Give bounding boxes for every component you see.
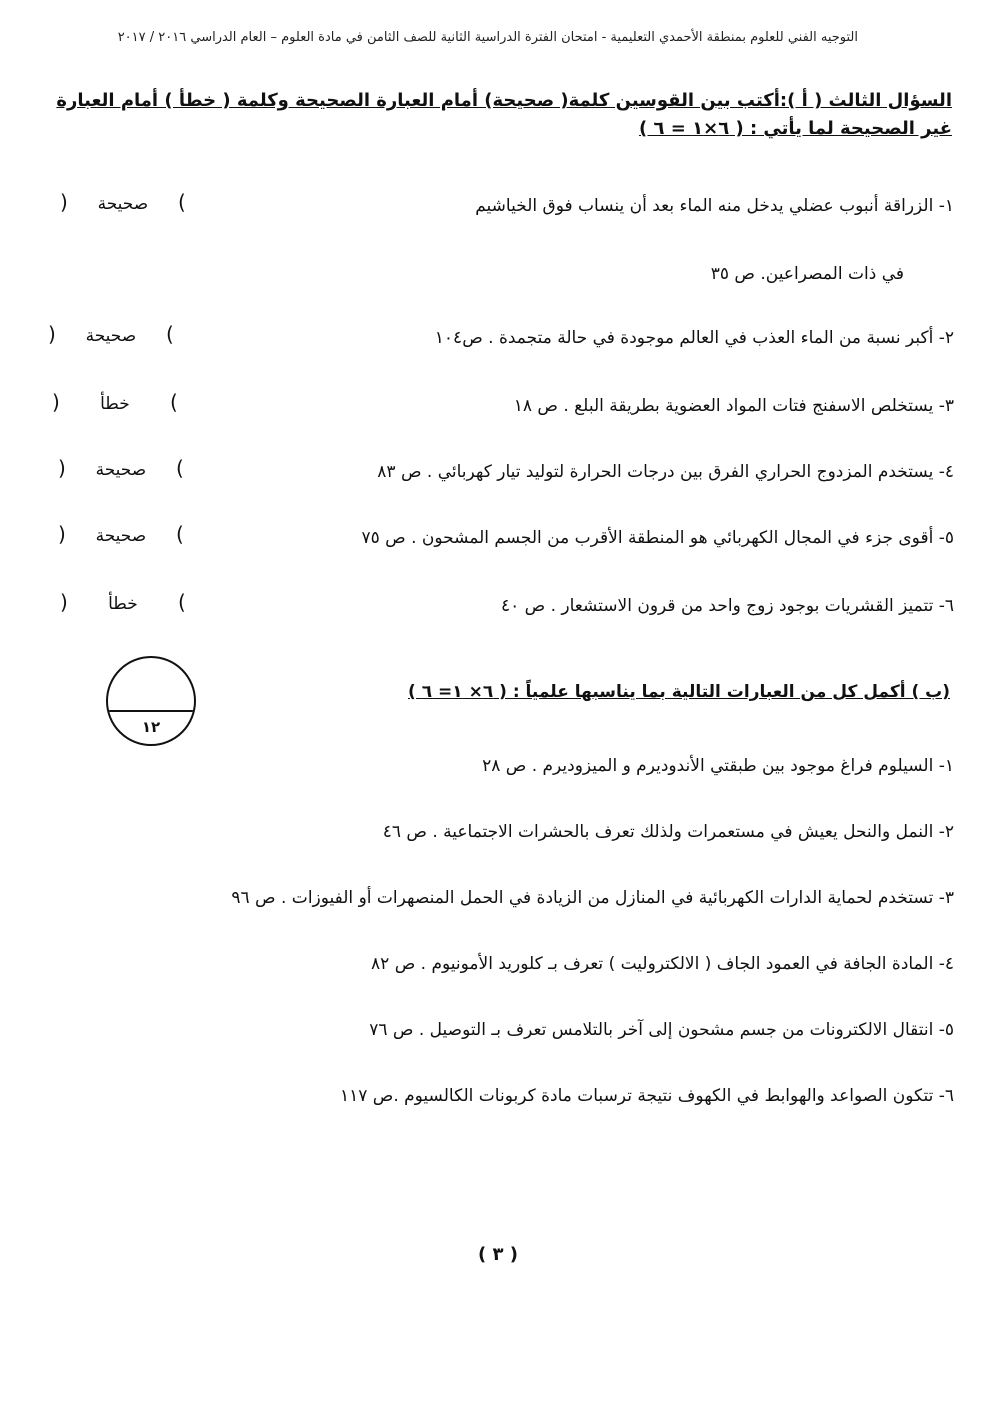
statement-3: ٣- يستخلص الاسفنج فتات المواد العضوية بطريقة البلع . ص ١٨ [513, 396, 954, 416]
answer-box-3: ) خطأ ( [52, 390, 178, 414]
statement-6: ٦- تتميز القشريات بوجود زوج واحد من قرون الاستشعار . ص ٤٠ [500, 596, 954, 616]
answer-1: صحيحة [97, 194, 149, 214]
answer-box-2: ) صحيحة ( [48, 322, 174, 346]
completion-3: ٣- تستخدم لحماية الدارات الكهربائية في المنازل من الزيادة في الحمل المنصهرات أو الفيوزات . ص ٩٦ [231, 888, 954, 908]
completion-6: ٦- تتكون الصواعد والهوابط في الكهوف نتيجة ترسبات مادة كربونات الكالسيوم .ص ١١٧ [339, 1086, 954, 1106]
completion-5: ٥- انتقال الالكترونات من جسم مشحون إلى آخر بالتلامس تعرف بـ التوصيل . ص ٧٦ [369, 1020, 954, 1040]
answer-6: خطأ [108, 594, 138, 614]
completion-4: ٤- المادة الجافة في العمود الجاف ( الالكتروليت ) تعرف بـ كلوريد الأمونيوم . ص ٨٢ [371, 954, 954, 974]
completion-2: ٢- النمل والنحل يعيش في مستعمرات ولذلك تعرف بالحشرات الاجتماعية . ص ٤٦ [382, 822, 954, 842]
statement-5: ٥- أقوى جزء في المجال الكهربائي هو المنطقة الأقرب من الجسم المشحون . ص ٧٥ [361, 528, 954, 548]
statement-2: ٢- أكبر نسبة من الماء العذب في العالم موجودة في حالة متجمدة . ص١٠٤ [434, 328, 954, 348]
answer-box-4: ) صحيحة ( [58, 456, 184, 480]
page-number: ( ٣ ) [478, 1244, 518, 1265]
answer-3: خطأ [100, 394, 130, 414]
completion-1: ١- السيلوم فراغ موجود بين طبقتي الأندوديرم و الميزوديرم . ص ٢٨ [482, 756, 954, 776]
part-b-title: (ب ) أكمل كل من العبارات التالية بما يناسبها علمياً : ( ٦× ١= ٦ ) [408, 682, 950, 702]
score-circle [106, 656, 196, 746]
statement-4: ٤- يستخدم المزدوج الحراري الفرق بين درجات الحرارة لتوليد تيار كهربائي . ص ٨٣ [377, 462, 954, 482]
answer-box-1: ) صحيحة ( [60, 190, 186, 214]
question-title-line-2: غير الصحيحة لما يأتي : ( ٦×١ = ٦ ) [638, 118, 952, 139]
answer-box-6: ) خطأ ( [60, 590, 186, 614]
question-title-line-1: السؤال الثالث ( أ ):أكتب بين القوسين كلمة( صحيحة) أمام العبارة الصحيحة وكلمة ( خطأ ) أمام العبارة [56, 90, 952, 111]
score-value: ١٢ [141, 718, 161, 736]
answer-5: صحيحة [95, 526, 147, 546]
score-divider [108, 710, 194, 712]
answer-4: صحيحة [95, 460, 147, 480]
statement-1: ١- الزراقة أنبوب عضلي يدخل منه الماء بعد أن ينساب فوق الخياشيم [475, 196, 954, 216]
statement-1-continuation: في ذات المصراعين. ص ٣٥ [710, 264, 904, 284]
answer-2: صحيحة [85, 326, 137, 346]
answer-box-5: ) صحيحة ( [58, 522, 184, 546]
page-header: التوجيه الفني للعلوم بمنطقة الأحمدي التعليمية - امتحان الفترة الدراسية الثانية للصف الثامن في مادة العلوم – العام الدراسي ٢٠١٦ / ٢٠١٧ [117, 30, 858, 45]
